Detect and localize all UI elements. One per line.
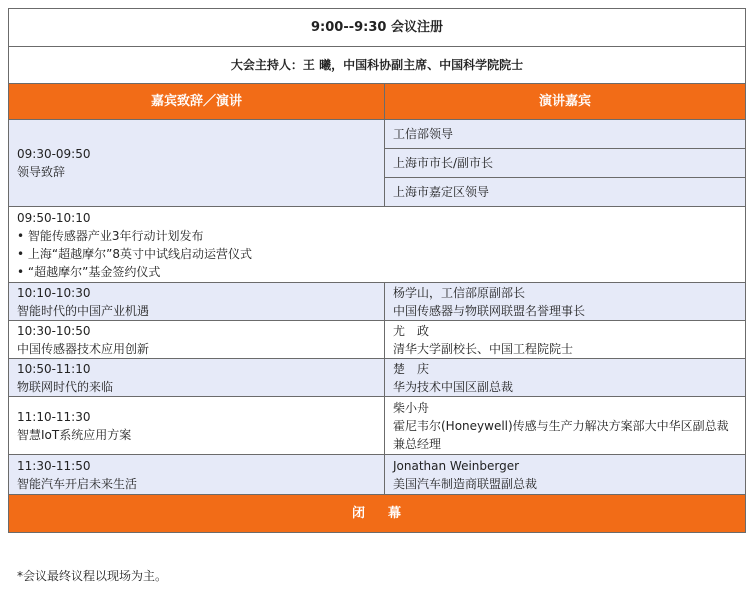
session-row xyxy=(9,455,746,495)
session-right xyxy=(385,283,746,321)
speaker-name: 杨学山，工信部原副部长 xyxy=(393,285,526,300)
opening-speaker-2: 上海市市长/副市长 xyxy=(385,149,746,178)
agenda-table xyxy=(8,8,746,533)
session-topic: 智慧IoT系统应用方案 xyxy=(17,427,132,442)
session-time: 11:30-11:50 xyxy=(17,458,91,473)
speaker-title: 美国汽车制造商联盟副总裁 xyxy=(393,476,538,491)
host-row xyxy=(9,47,746,84)
speaker-title: 华为技术中国区副总裁 xyxy=(393,379,514,394)
opening-speaker-1: 工信部领导 xyxy=(385,120,746,149)
session-right xyxy=(385,455,746,495)
launch-item: • “超越摩尔”基金签约仪式 xyxy=(17,263,737,281)
opening-row-1 xyxy=(9,120,746,149)
speaker-name: 尤 政 xyxy=(393,323,430,338)
opening-cell xyxy=(9,120,385,207)
speaker-name: 柴小舟 xyxy=(393,400,430,415)
session-time: 11:10-11:30 xyxy=(17,409,91,424)
session-time: 10:30-10:50 xyxy=(17,323,91,338)
opening-speaker-3: 上海市嘉定区领导 xyxy=(385,178,746,207)
title-row xyxy=(9,9,746,47)
header-right: 演讲嘉宾 xyxy=(385,84,746,120)
session-topic: 中国传感器技术应用创新 xyxy=(17,341,150,356)
session-left xyxy=(9,321,385,359)
registration-title: 9:00--9:30 会议注册 xyxy=(9,9,746,47)
speaker-name: 楚 庆 xyxy=(393,361,430,376)
session-row xyxy=(9,397,746,455)
header-left: 嘉宾致辞／演讲 xyxy=(9,84,385,120)
session-left xyxy=(9,397,385,455)
opening-topic: 领导致辞 xyxy=(17,165,66,179)
session-time: 10:50-11:10 xyxy=(17,361,91,376)
speaker-title: 清华大学副校长、中国工程院院士 xyxy=(393,341,574,356)
closing-char-1: 闭 xyxy=(351,505,366,521)
launch-time: 09:50-10:10 xyxy=(17,210,91,225)
speaker-title: 中国传感器与物联网联盟名誉理事长 xyxy=(393,303,586,318)
session-row xyxy=(9,283,746,321)
launch-row xyxy=(9,207,746,283)
footnote: *会议最终议程以现场为主。 xyxy=(17,569,168,583)
closing-row xyxy=(9,495,746,533)
session-row xyxy=(9,359,746,397)
session-left xyxy=(9,359,385,397)
host-info: 大会主持人：王 曦，中国科协副主席、中国科学院院士 xyxy=(9,47,746,84)
session-left xyxy=(9,283,385,321)
session-topic: 智能时代的中国产业机遇 xyxy=(17,303,150,318)
speaker-title: 霍尼韦尔(Honeywell)传感与生产力解决方案部大中华区副总裁兼总经理 xyxy=(393,418,729,451)
header-row xyxy=(9,84,746,120)
session-topic: 智能汽车开启未来生活 xyxy=(17,476,138,491)
session-time: 10:10-10:30 xyxy=(17,285,91,300)
session-row xyxy=(9,321,746,359)
opening-time: 09:30-09:50 xyxy=(17,147,91,161)
session-topic: 物联网时代的来临 xyxy=(17,379,114,394)
session-right xyxy=(385,397,746,455)
session-right xyxy=(385,359,746,397)
launch-item: • 智能传感器产业3年行动计划发布 xyxy=(17,227,737,245)
session-left xyxy=(9,455,385,495)
closing-char-2: 幕 xyxy=(388,505,403,521)
closing-cell xyxy=(9,495,746,533)
speaker-name: Jonathan Weinberger xyxy=(393,458,520,473)
launch-item: • 上海“超越摩尔”8英寸中试线启动运营仪式 xyxy=(17,245,737,263)
session-right xyxy=(385,321,746,359)
launch-cell xyxy=(9,207,746,283)
